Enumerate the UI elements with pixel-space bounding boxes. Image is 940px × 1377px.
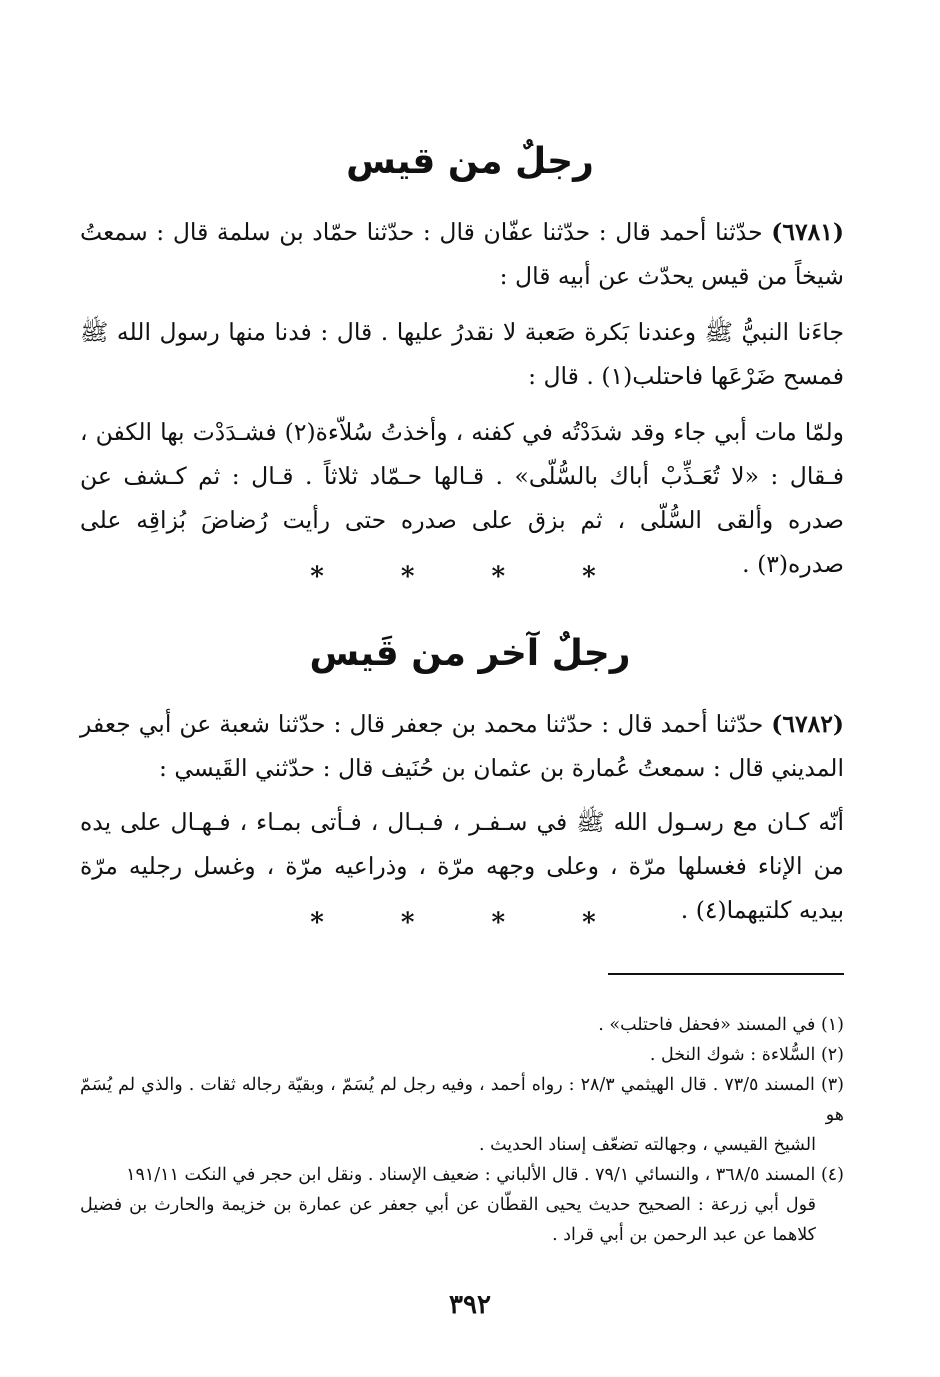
isnad-text: حدّثنا أحمد قال : حدّثنا عفّان قال : حدّثنا حمّاد بن سلمة قال : سمعتُ شيخاً من قيس يحدّث عن أبيه قال :	[80, 218, 844, 290]
section-title-2: رجلٌ آخر من قَيس	[309, 633, 631, 674]
hadith-6781-matn-2: ولمّا مات أبي جاء وقد شدَدْتُه في كفنه ، وأخذتُ سُلاّءة(٢) فشـدَدْت بها الكفن ، فـقال : «لا تُعَـذِّبْ أباك بالسُّلّى» . قـالها حـمّاد ثلاثاً . قـال : ثم كـشف عن صدره وألقى السُّلّى ، ثم بزق على صدره حتى رأيت رُضاضَ بُزاقِه على صدره(٣) .	[80, 418, 844, 578]
footnote-divider	[608, 973, 844, 975]
hadith-6781-isnad	[80, 210, 844, 298]
hadith-number: (٦٧٨٢)	[771, 710, 844, 738]
isnad-text: حدّثنا أحمد قال : حدّثنا محمد بن جعفر قال : حدّثنا شعبة عن أبي جعفر المديني قال : سمعتُ عُمارة بن عثمان بن حُنَيف قال : حدّثني القَيسي :	[80, 710, 844, 782]
footnote-text: المسند ٣٦٨/٥ ، والنسائي ٧٩/١ . قال الألباني : ضعيف الإسناد . ونقل ابن حجر في النكت ١٩١/١١	[126, 1165, 816, 1185]
section-title-1: رجلٌ من قيس	[346, 141, 594, 182]
section-separator: * * * *	[310, 908, 630, 938]
footnote-text: في المسند «فحفل فاحتلب» .	[598, 1015, 816, 1035]
footnotes	[80, 1010, 844, 1250]
hadith-number: (٦٧٨١)	[771, 218, 844, 246]
footnote-number: (٢)	[820, 1045, 844, 1065]
footnote-number: (٣)	[820, 1075, 844, 1095]
footnote-2	[80, 1040, 844, 1070]
footnote-number: (١)	[820, 1015, 844, 1035]
footnote-continuation: الشيخ القيسي ، وجهالته تضعّف إسناد الحديث .	[479, 1135, 816, 1155]
page-number: ٣٩٢	[449, 1290, 491, 1320]
footnote-4	[80, 1160, 844, 1250]
footnote-continuation: قول أبي زرعة : الصحيح حديث يحيى القطّان عن أبي جعفر عن عمارة بن خزيمة والحارث بن فضيل كلاهما عن عبد الرحمن بن أبي قراد .	[80, 1195, 816, 1245]
footnote-text: السُّلاءة : شوك النخل .	[649, 1045, 816, 1065]
footnote-number: (٤)	[820, 1165, 844, 1185]
hadith-6782-isnad	[80, 702, 844, 790]
footnote-3	[80, 1070, 844, 1160]
hadith-6781-matn-1: جاءَنا النبيُّ ﷺ وعندنا بَكرة صَعبة لا نقدرُ عليها . قال : فدنا منها رسول الله ﷺ فمسح ضَرْعَها فاحتلب(١) . قال :	[80, 318, 844, 390]
footnote-1	[80, 1010, 844, 1040]
section-separator: * * * *	[310, 562, 630, 592]
hadith-6782-matn: أنّه كـان مع رسـول الله ﷺ في سـفـر ، فـبـال ، فـأتى بمـاء ، فـهـال على يده من الإناء فغسلها مرّة ، وعلى وجهه مرّة ، وذراعيه مرّة ، وغسل رجليه مرّة بيديه كلتيهما(٤) .	[80, 808, 844, 924]
footnote-text: المسند ٧٣/٥ . قال الهيثمي ٢٨/٣ : رواه أحمد ، وفيه رجل لم يُسَمّ ، وبقيّة رجاله ثقات . والذي لم يُسَمّ هو	[80, 1075, 844, 1125]
